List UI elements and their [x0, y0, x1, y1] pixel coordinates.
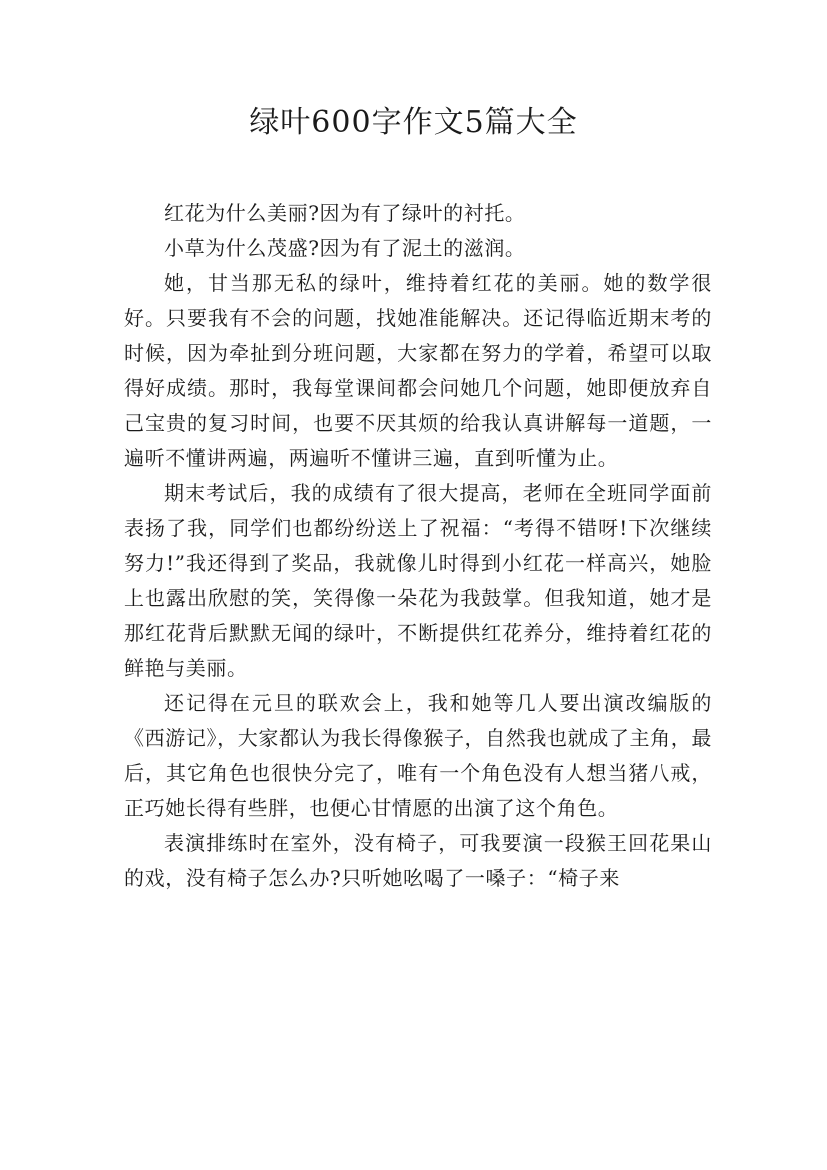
paragraph: 小草为什么茂盛?因为有了泥土的滋润。 [164, 236, 526, 260]
paragraph: 红花为什么美丽?因为有了绿叶的衬托。 [164, 201, 526, 225]
paragraph: 还记得在元旦的联欢会上，我和她等几人要出演改编版的《西游记》，大家都认为我长得像猴子，自然我也就成了主角，最后，其它角色也很快分完了，唯有一个角色没有人想当猪八戒，正巧她长得有些胖，也便心甘情愿的出演了这个角色。 [124, 691, 712, 820]
document-title: 绿叶600字作文5篇大全 [249, 105, 578, 140]
paragraph: 她，甘当那无私的绿叶，维持着红花的美丽。她的数学很好。只要我有不会的问题，找她准能解决。还记得临近期末考的时候，因为牵扯到分班问题，大家都在努力的学着，希望可以取得好成绩。那时，我每堂课间都会问她几个问题，她即便放弃自己宝贵的复习时间，也要不厌其烦的给我认真讲解每一道题，一遍听不懂讲两遍，两遍听不懂讲三遍，直到听懂为止。 [124, 271, 712, 470]
document-body [124, 196, 712, 896]
paragraph: 表演排练时在室外，没有椅子，可我要演一段猴王回花果山的戏，没有椅子怎么办?只听她吆喝了一嗓子：“椅子来 [124, 831, 712, 890]
paragraph: 期末考试后，我的成绩有了很大提高，老师在全班同学面前表扬了我，同学们也都纷纷送上了祝福：“考得不错呀!下次继续努力!”我还得到了奖品，我就像儿时得到小红花一样高兴，她脸上也露出欣慰的笑，笑得像一朵花为我鼓掌。但我知道，她才是那红花背后默默无闻的绿叶，不断提供红花养分，维持着红花的鲜艳与美丽。 [124, 481, 712, 680]
